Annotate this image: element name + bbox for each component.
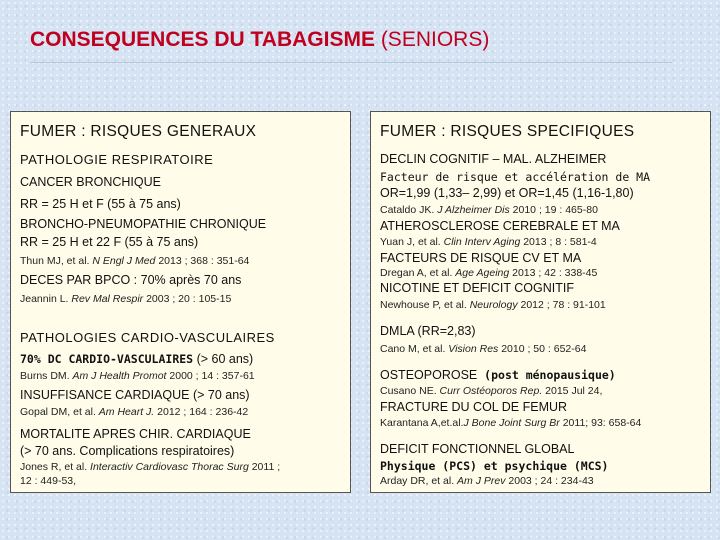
dmla: DMLA (RR=2,83)	[380, 324, 476, 338]
atherosclerose: ATHEROSCLEROSE CEREBRALE ET MA	[380, 219, 620, 233]
title-divider	[30, 62, 672, 63]
deces-bpco: DECES PAR BPCO : 70% après 70 ans	[20, 273, 242, 287]
mortalite-chir: MORTALITE APRES CHIR. CARDIAQUE	[20, 427, 251, 441]
slide-title	[30, 28, 489, 52]
reference-arday: Arday DR, et al. Am J Prev 2003 ; 24 : 234-43	[380, 475, 594, 487]
cancer-rr: RR = 25 H et F (55 à 75 ans)	[20, 197, 181, 211]
reference-jones: Jones R, et al. Interactiv Cardiovasc Thorac Surg 2011 ;	[20, 461, 281, 473]
reference-newhouse: Newhouse P, et al. Neurology 2012 ; 78 : 91-101	[380, 299, 606, 311]
cardio-heading: PATHOLOGIES CARDIO-VASCULAIRES	[20, 330, 275, 345]
facteurs-risque: FACTEURS DE RISQUE CV ET MA	[380, 251, 582, 265]
reference-cataldo: Cataldo JK. J Alzheimer Dis 2010 ; 19 : 465-80	[380, 204, 598, 216]
insuffisance-cardiaque: INSUFFISANCE CARDIAQUE (> 70 ans)	[20, 388, 250, 402]
nicotine: NICOTINE ET DEFICIT COGNITIF	[380, 281, 574, 295]
deficit-detail: Physique (PCS) et psychique (MCS)	[380, 459, 609, 473]
title-main: CONSEQUENCES DU TABAGISME	[30, 28, 375, 51]
reference-gopal: Gopal DM, et al. Am Heart J. 2012 ; 164 : 236-42	[20, 406, 249, 418]
reference-karantana: Karantana A,et.al.J Bone Joint Surg Br 2011; 93: 658-64	[380, 417, 642, 429]
reference-jones-line2: 12 : 449-53,	[20, 475, 77, 487]
declin-factor: Facteur de risque et accélération de MA	[380, 170, 651, 184]
bpco-label: BRONCHO-PNEUMOPATHIE CHRONIQUE	[20, 217, 267, 231]
reference-cano: Cano M, et al. Vision Res 2010 ; 50 : 652-64	[380, 343, 587, 355]
reference-burns: Burns DM. Am J Health Promot 2000 ; 14 : 357-61	[20, 370, 255, 382]
cancer-label: CANCER BRONCHIQUE	[20, 175, 161, 189]
reference-yuan: Yuan J, et al. Clin Interv Aging 2013 ; 8 : 581-4	[380, 236, 597, 248]
declin-or: OR=1,99 (1,33– 2,99) et OR=1,45 (1,16-1,80)	[380, 186, 634, 200]
general-risks-header: FUMER : RISQUES GENERAUX	[20, 123, 257, 140]
reference-cusano: Cusano NE. Curr Ostéoporos Rep. 2015 Jul 24,	[380, 385, 603, 397]
general-risks-box	[10, 111, 351, 493]
specific-risks-header: FUMER : RISQUES SPECIFIQUES	[380, 123, 635, 140]
declin-cognitif: DECLIN COGNITIF – MAL. ALZHEIMER	[380, 152, 607, 166]
bpco-rr: RR = 25 H et 22 F (55 à 75 ans)	[20, 235, 199, 249]
reference-thun: Thun MJ, et al. N Engl J Med 2013 ; 368 : 351-64	[20, 255, 250, 267]
cardio-dc: 70% DC CARDIO-VASCULAIRES (> 60 ans)	[20, 352, 254, 366]
fracture-col-femur: FRACTURE DU COL DE FEMUR	[380, 400, 568, 414]
mortalite-detail: (> 70 ans. Complications respiratoires)	[20, 444, 235, 458]
deficit-fonctionnel: DEFICIT FONCTIONNEL GLOBAL	[380, 442, 575, 456]
title-subtitle: (SENIORS)	[374, 28, 490, 51]
osteoporose: OSTEOPOROSE (post ménopausique)	[380, 368, 616, 382]
specific-risks-box	[370, 111, 711, 493]
reference-jeannin: Jeannin L. Rev Mal Respir 2003 ; 20 : 105-15	[20, 293, 232, 305]
reference-dregan: Dregan A, et al. Age Ageing 2013 ; 42 : 338-45	[380, 267, 598, 279]
respiratory-heading: PATHOLOGIE RESPIRATOIRE	[20, 152, 214, 167]
